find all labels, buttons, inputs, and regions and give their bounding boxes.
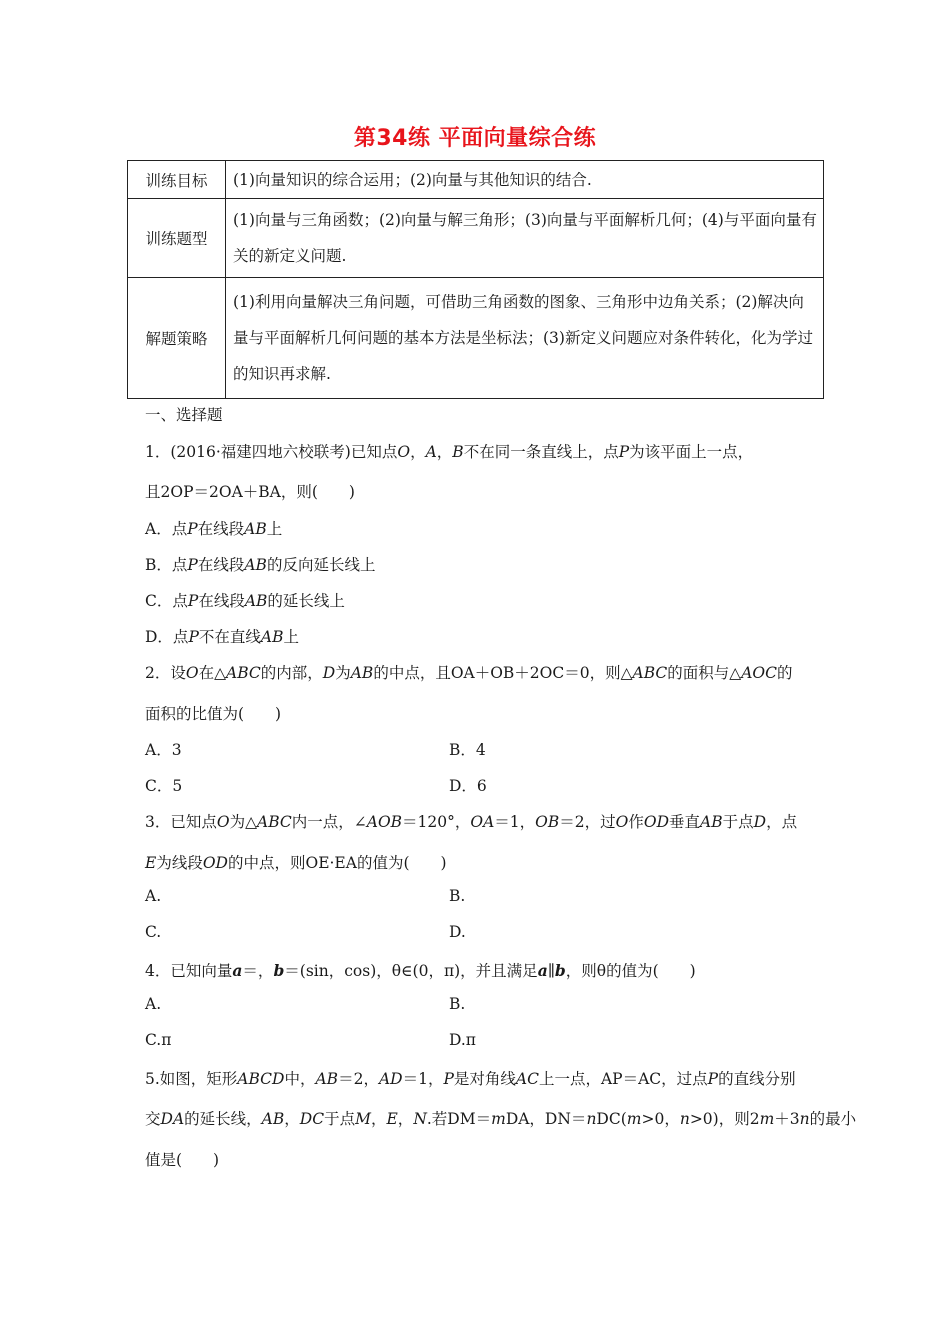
row-content: (1)向量与三角函数；(2)向量与解三角形；(3)向量与平面解析几何；(4)与平面向量有关的新定义问题. [226,199,824,278]
row-content: (1)向量知识的综合运用；(2)向量与其他知识的结合. [226,161,824,199]
question-5-line-3: 值是( ) [145,1151,220,1169]
row-label: 训练题型 [128,199,226,278]
question-2-option-d: D．6 [449,777,487,795]
table-row [128,278,824,399]
question-5-line-1: 5.如图，矩形ABCD中，AB＝2，AD＝1，P是对角线AC上一点，AP＝AC，过点P的直线分别 [145,1070,796,1088]
table-row [128,199,824,278]
section-heading: 一、选择题 [145,406,223,424]
question-4-option-c: C.π [145,1031,172,1049]
question-3-line-1: 3．已知点O为△ABC内一点，∠AOB＝120°，OA＝1，OB＝2，过O作OD垂直AB于点D，点 [145,813,798,831]
question-1-line-1: 1．(2016·福建四地六校联考)已知点O，A，B不在同一条直线上，点P为该平面上一点， [145,443,754,461]
question-2-option-a: A．3 [145,741,182,759]
question-1-option-d: D．点P不在直线AB上 [145,628,299,646]
question-4-option-d: D.π [449,1031,476,1049]
training-info-table [127,160,824,399]
question-3-option-a: A. [145,887,162,905]
question-5-line-2: 交DA的延长线，AB，DC于点M，E，N.若DM＝mDA，DN＝nDC(m>0，n>0)，则2m＋3n的最小 [145,1110,857,1128]
row-label: 解题策略 [128,278,226,399]
question-1-option-b: B．点P在线段AB的反向延长线上 [145,556,376,574]
question-3-line-2: E为线段OD的中点，则OE·EA的值为( ) [145,854,447,872]
question-4-option-b: B. [449,995,466,1013]
question-4-option-a: A. [145,995,162,1013]
question-3-option-d: D. [449,923,466,941]
question-4-line-1: 4．已知向量a＝，b＝(sin，cos)，θ∈(0，π)，并且满足a∥b，则θ的值为( ) [145,961,696,980]
row-label: 训练目标 [128,161,226,199]
question-2-line-1: 2．设O在△ABC的内部，D为AB的中点，且OA＋OB＋2OC＝0，则△ABC的面积与△AOC的 [145,664,793,682]
question-3-option-b: B. [449,887,466,905]
question-1-option-c: C．点P在线段AB的延长线上 [145,592,345,610]
table-row [128,161,824,199]
page-title: 第34练 平面向量综合练 [353,126,597,151]
row-content: (1)利用向量解决三角问题，可借助三角函数的图象、三角形中边角关系；(2)解决向量与平面解析几何问题的基本方法是坐标法；(3)新定义问题应对条件转化，化为学过的知识再求解. [226,278,824,399]
question-2-option-c: C．5 [145,777,183,795]
question-1-option-a: A．点P在线段AB上 [145,520,283,538]
question-1-line-2: 且2OP＝2OA＋BA，则( ) [145,483,355,501]
question-2-line-2: 面积的比值为( ) [145,705,282,723]
question-3-option-c: C. [145,923,162,941]
question-2-option-b: B．4 [449,741,486,759]
